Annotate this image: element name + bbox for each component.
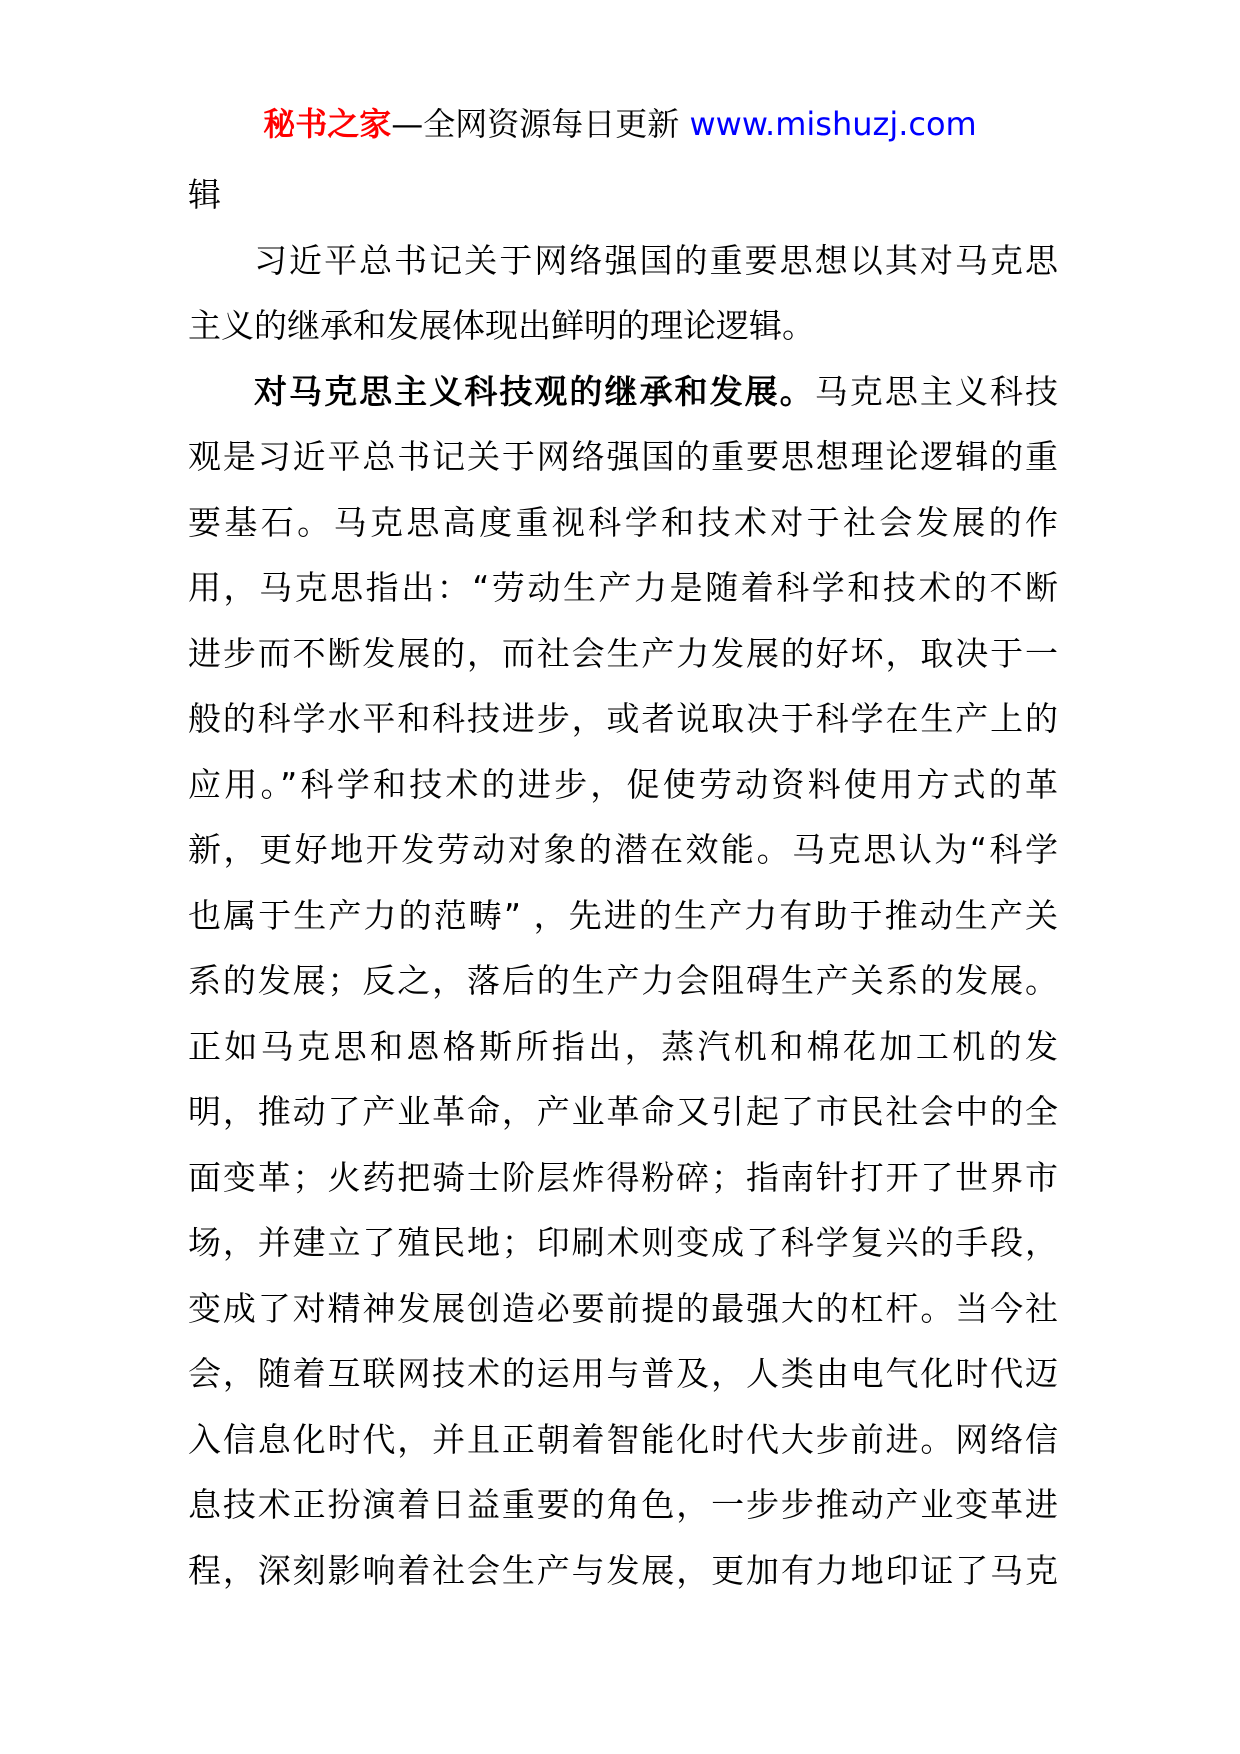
paragraph-intro xyxy=(188,228,1058,359)
header-tagline: —全网资源每日更新 xyxy=(391,105,690,143)
paragraph-continuation xyxy=(188,162,1058,228)
text-line: 用，马克思指出：“劳动生产力是随着科学和技术的不断 xyxy=(188,568,1058,607)
text-line: 应用。”科学和技术的进步，促使劳动资料使用方式的革 xyxy=(188,764,1058,804)
text-line: 面变革；火药把骑士阶层炸得粉碎；指南针打开了世界市 xyxy=(188,1157,1058,1197)
text-line: 入信息化时代，并且正朝着智能化时代大步前进。网络信 xyxy=(188,1419,1058,1459)
text-line: 般的科学水平和科技进步，或者说取决于科学在生产上的 xyxy=(188,699,1058,738)
text-line: 正如马克思和恩格斯所指出，蒸汽机和棉花加工机的发 xyxy=(188,1026,1058,1066)
brand-name: 秘书之家 xyxy=(263,105,392,143)
text-line: 场，并建立了殖民地；印刷术则变成了科学复兴的手段， xyxy=(188,1223,1058,1262)
text-line: 系的发展；反之，落后的生产力会阻碍生产关系的发展。 xyxy=(188,961,1058,1000)
text-line xyxy=(188,359,1058,425)
paragraph-marxism-tech xyxy=(188,359,1058,1604)
page-header xyxy=(0,96,1240,152)
text-line: 新，更好地开发劳动对象的潜在效能。马克思认为“科学 xyxy=(188,830,1058,869)
text-line: 变成了对精神发展创造必要前提的最强大的杠杆。当今社 xyxy=(188,1288,1058,1328)
text-line: 会，随着互联网技术的运用与普及，人类由电气化时代迈 xyxy=(188,1354,1058,1393)
text-line: 要基石。马克思高度重视科学和技术对于社会发展的作 xyxy=(188,502,1058,542)
text-line: 明，推动了产业革命，产业革命又引起了市民社会中的全 xyxy=(188,1092,1058,1131)
document-body xyxy=(188,162,1058,1603)
text-line: 程，深刻影响着社会生产与发展，更加有力地印证了马克 xyxy=(188,1550,1058,1590)
text-line: 主义的继承和发展体现出鲜明的理论逻辑。 xyxy=(188,306,815,345)
text-line: 观是习近平总书记关于网络强国的重要思想理论逻辑的重 xyxy=(188,437,1058,476)
text-line: 息技术正扮演着日益重要的角色，一步步推动产业变革进 xyxy=(188,1485,1058,1524)
heading-line-rest: 马克思主义科技 xyxy=(814,371,1059,411)
website-link[interactable]: www.mishuzj.com xyxy=(689,105,977,143)
text-line: 辑 xyxy=(188,175,221,214)
section-heading: 对马克思主义科技观的继承和发展。 xyxy=(254,371,815,411)
text-line: 也属于生产力的范畴” ，先进的生产力有助于推动生产关 xyxy=(188,895,1058,935)
text-line: 习近平总书记关于网络强国的重要思想以其对马克思 xyxy=(254,240,1058,280)
text-line: 进步而不断发展的，而社会生产力发展的好坏，取决于一 xyxy=(188,633,1058,673)
